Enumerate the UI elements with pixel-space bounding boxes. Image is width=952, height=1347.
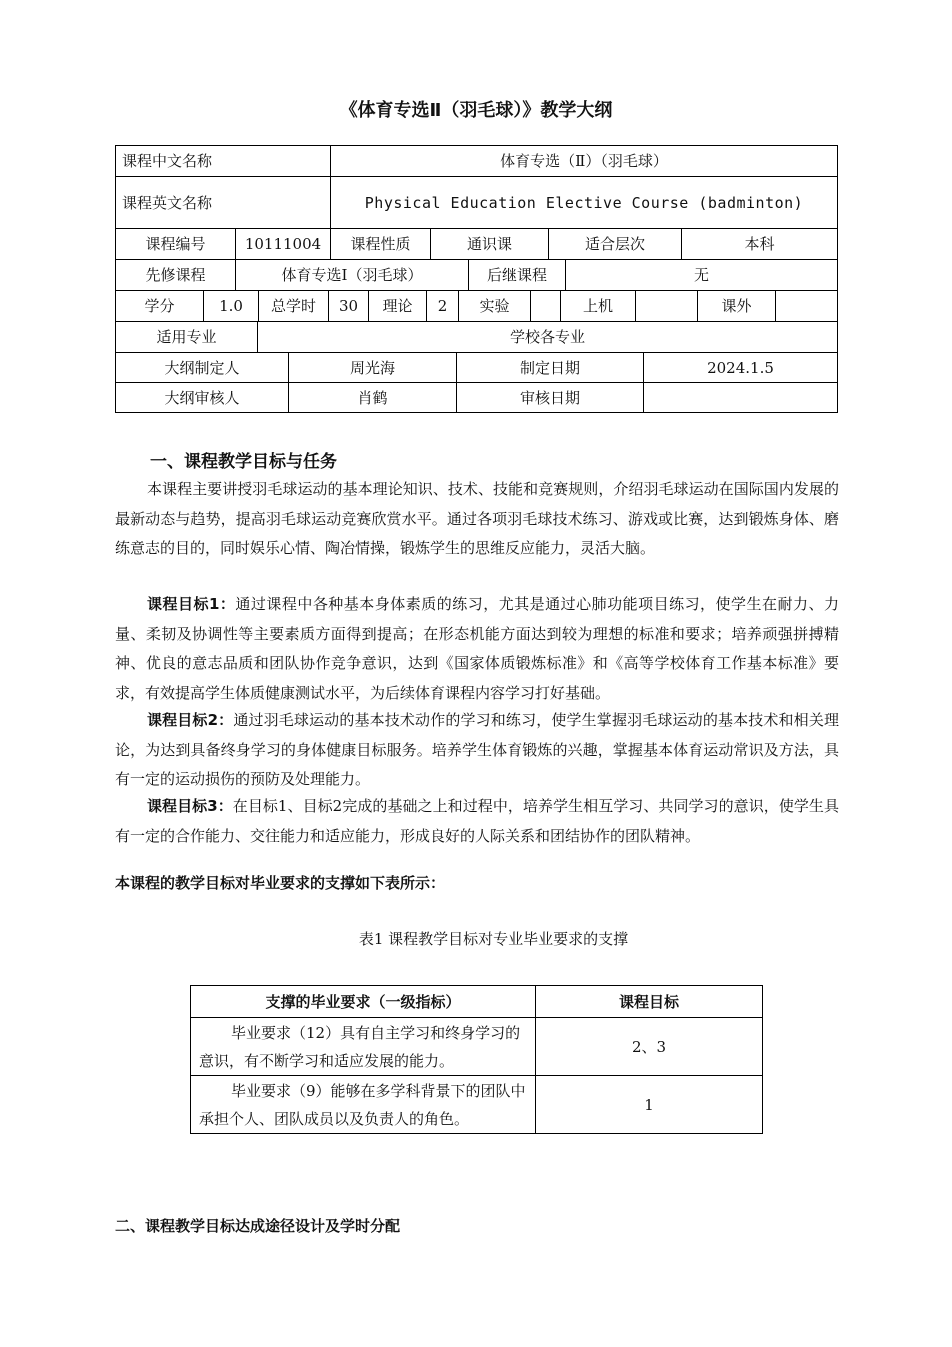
en-name-value: Physical Education Elective Course (badminton) xyxy=(331,177,838,229)
course-info-table-code xyxy=(115,228,838,260)
code-value: 10111004 xyxy=(236,229,331,260)
major-value: 学校各专业 xyxy=(258,322,838,353)
theory-value: 2 xyxy=(427,291,459,322)
level-label: 适合层次 xyxy=(549,229,682,260)
goal3-label: 课程目标3： xyxy=(147,797,233,815)
support-goal-cell: 1 xyxy=(536,1076,763,1134)
code-label: 课程编号 xyxy=(116,229,236,260)
date-value: 2024.1.5 xyxy=(644,353,838,383)
extra-label: 课外 xyxy=(698,291,776,322)
course-intro-paragraph xyxy=(115,475,839,564)
prereq-value: 体育专选Ⅰ（羽毛球） xyxy=(236,260,469,291)
section2-heading: 二、课程教学目标达成途径设计及学时分配 xyxy=(115,1217,401,1235)
course-info-table-prereq xyxy=(115,259,838,291)
course-info-table-names xyxy=(115,145,838,229)
cn-name-label: 课程中文名称 xyxy=(116,146,331,177)
author-value: 周光海 xyxy=(289,353,457,383)
review-date-value xyxy=(644,383,838,413)
support-goal-cell: 2、3 xyxy=(536,1018,763,1076)
course-info-table-hours xyxy=(115,290,838,322)
cn-name-value: 体育专选（Ⅱ）（羽毛球） xyxy=(331,146,838,177)
next-label: 后继课程 xyxy=(469,260,566,291)
lab-label: 实验 xyxy=(459,291,531,322)
table-row xyxy=(191,1076,763,1134)
section1-heading: 一、课程教学目标与任务 xyxy=(150,452,337,472)
goal3-paragraph xyxy=(115,792,839,851)
nature-label: 课程性质 xyxy=(331,229,431,260)
review-date-label: 审核日期 xyxy=(457,383,644,413)
computer-label: 上机 xyxy=(561,291,636,322)
support-intro: 本课程的教学目标对毕业要求的支撑如下表所示： xyxy=(115,874,446,892)
nature-value: 通识课 xyxy=(431,229,549,260)
total-hours-label: 总学时 xyxy=(259,291,329,322)
support-table xyxy=(190,985,763,1134)
total-hours-value: 30 xyxy=(329,291,369,322)
lab-value xyxy=(531,291,561,322)
reviewer-label: 大纲审核人 xyxy=(116,383,289,413)
document-title: 《体育专选Ⅱ（羽毛球）》教学大纲 xyxy=(339,100,613,121)
extra-value xyxy=(776,291,838,322)
theory-label: 理论 xyxy=(369,291,427,322)
goal1-paragraph xyxy=(115,590,839,708)
support-table-header-req: 支撑的毕业要求（一级指标） xyxy=(191,986,536,1018)
major-label: 适用专业 xyxy=(116,322,258,353)
support-table-header-goal: 课程目标 xyxy=(536,986,763,1018)
goal2-label: 课程目标2： xyxy=(147,711,234,729)
goal2-paragraph xyxy=(115,706,839,795)
level-value: 本科 xyxy=(682,229,838,260)
course-info-table-major xyxy=(115,321,838,353)
date-label: 制定日期 xyxy=(457,353,644,383)
goal1-label: 课程目标1： xyxy=(147,595,236,613)
goal1-text: 通过课程中各种基本身体素质的练习，尤其是通过心肺功能项目练习，使学生在耐力、力量、柔韧及协调性等主要素质方面得到提高；在形态机能方面达到较为理想的标准和要求；培养顽强拼搏精神、优良的意志品质和团队协作竞争意识，达到《国家体质锻炼标准》和《高等学校体育工作基本标准》要求，有效提高学生体质健康测试水平，为后续体育课程内容学习打好基础。 xyxy=(115,595,839,702)
reviewer-value: 肖鹤 xyxy=(289,383,457,413)
computer-value xyxy=(636,291,698,322)
table-row xyxy=(191,1018,763,1076)
next-value: 无 xyxy=(566,260,838,291)
course-info-table-authors xyxy=(115,352,838,413)
course-intro-text: 本课程主要讲授羽毛球运动的基本理论知识、技术、技能和竞赛规则，介绍羽毛球运动在国际国内发展的最新动态与趋势，提高羽毛球运动竞赛欣赏水平。通过各项羽毛球技术练习、游戏或比赛，达到锻炼身体、磨练意志的目的，同时娱乐心情、陶冶情操，锻炼学生的思维反应能力，灵活大脑。 xyxy=(115,480,839,557)
goal3-text: 在目标1、目标2完成的基础之上和过程中，培养学生相互学习、共同学习的意识，使学生具有一定的合作能力、交往能力和适应能力，形成良好的人际关系和团结协作的团队精神。 xyxy=(115,797,839,845)
support-req-cell: 毕业要求（12）具有自主学习和终身学习的意识，有不断学习和适应发展的能力。 xyxy=(191,1018,536,1076)
credit-value: 1.0 xyxy=(204,291,259,322)
support-req-cell: 毕业要求（9）能够在多学科背景下的团队中承担个人、团队成员以及负责人的角色。 xyxy=(191,1076,536,1134)
goal2-text: 通过羽毛球运动的基本技术动作的学习和练习，使学生掌握羽毛球运动的基本技术和相关理论，为达到具备终身学习的身体健康目标服务。培养学生体育锻炼的兴趣，掌握基本体育运动常识及方法，具有一定的运动损伤的预防及处理能力。 xyxy=(115,711,839,788)
credit-label: 学分 xyxy=(116,291,204,322)
prereq-label: 先修课程 xyxy=(116,260,236,291)
en-name-label: 课程英文名称 xyxy=(116,177,331,229)
table-caption: 表1 课程教学目标对专业毕业要求的支撑 xyxy=(358,930,629,948)
author-label: 大纲制定人 xyxy=(116,353,289,383)
